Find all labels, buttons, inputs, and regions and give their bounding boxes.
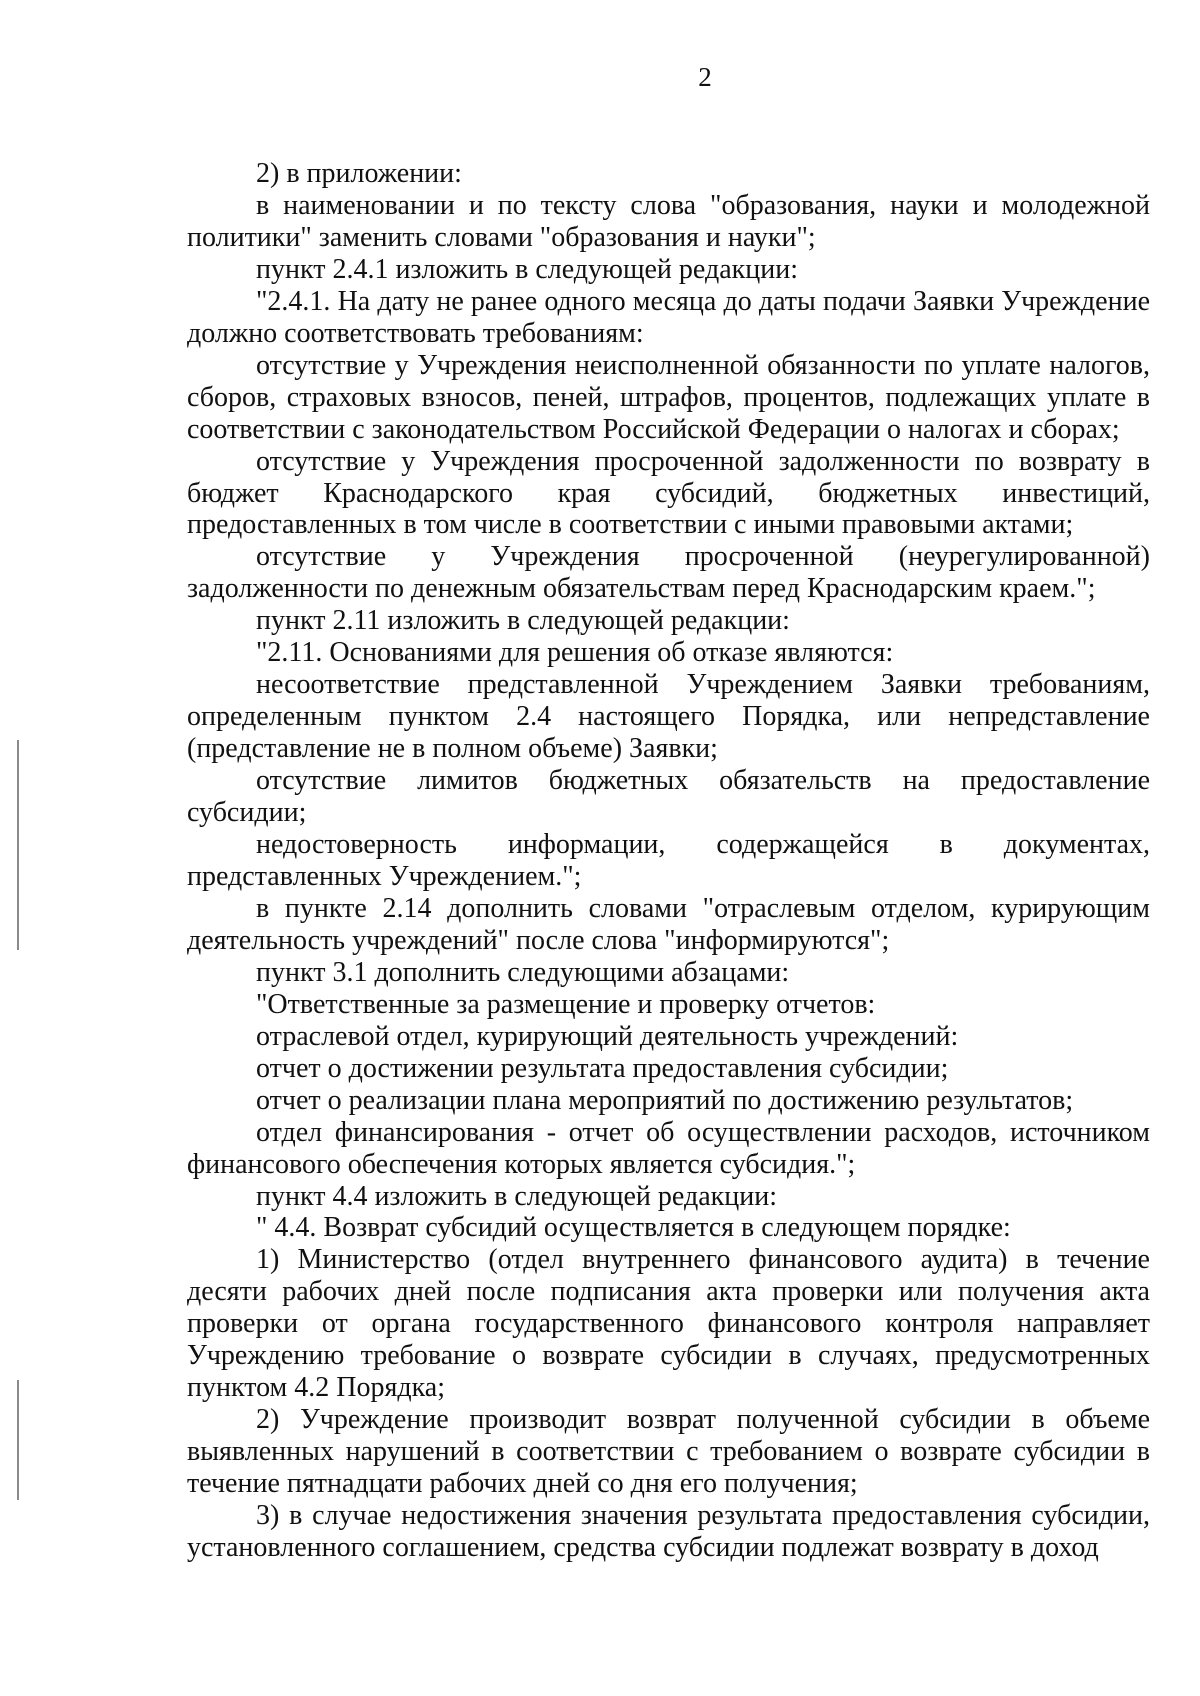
paragraph: отсутствие у Учреждения просроченной задолженности по возврату в бюджет Краснодарского края субсидий, бюджетных инвестиций, предоставленных в том числе в соответствии с иными правовыми актами; [187, 445, 1150, 541]
scan-margin-line [17, 740, 19, 950]
document-body [187, 158, 1150, 1564]
paragraph: пункт 2.11 изложить в следующей редакции: [256, 605, 790, 637]
paragraph: отдел финансирования - отчет об осуществлении расходов, источником финансового обеспечения которых является субсидия."; [187, 1116, 1150, 1180]
scan-margin-line [17, 1380, 19, 1500]
paragraph: в наименовании и по тексту слова "образования, науки и молодежной политики" заменить словами "образования и науки"; [187, 189, 1150, 253]
paragraph: 1) Министерство (отдел внутреннего финансового аудита) в течение десяти рабочих дней после подписания акта проверки или получения акта проверки от органа государственного финансового контроля направляет Учреждению требование о возврате субсидии в случаях, предусмотренных пунктом 4.2 Порядка; [187, 1244, 1150, 1404]
paragraph: в пункте 2.14 дополнить словами "отраслевым отделом, курирующим деятельность учреждений" после слова "информируются"; [187, 892, 1150, 956]
paragraph: отчет о реализации плана мероприятий по достижению результатов; [256, 1084, 1074, 1116]
page-number: 2 [698, 62, 712, 92]
paragraph: 2) в приложении: [256, 158, 462, 189]
paragraph: пункт 4.4 изложить в следующей редакции: [256, 1180, 777, 1212]
paragraph: "Ответственные за размещение и проверку отчетов: [256, 988, 876, 1020]
paragraph: отсутствие у Учреждения неисполненной обязанности по уплате налогов, сборов, страховых взносов, пеней, штрафов, процентов, подлежащих уплате в соответствии с законодательством Российской Федерации о налогах и сборах; [187, 349, 1150, 445]
paragraph: "2.4.1. На дату не ранее одного месяца до даты подачи Заявки Учреждение должно соответствовать требованиям: [187, 285, 1150, 349]
paragraph: отраслевой отдел, курирующий деятельность учреждений: [256, 1020, 959, 1052]
paragraph: " 4.4. Возврат субсидий осуществляется в следующем порядке: [256, 1212, 1011, 1244]
paragraph: недостоверность информации, содержащейся в документах, представленных Учреждением."; [187, 829, 1150, 892]
paragraph: 2) Учреждение производит возврат полученной субсидии в объеме выявленных нарушений в соответствии с требованием о возврате субсидии в течение пятнадцати рабочих дней со дня его получения; [187, 1404, 1150, 1500]
paragraph: пункт 3.1 дополнить следующими абзацами: [256, 956, 790, 988]
paragraph: пункт 2.4.1 изложить в следующей редакции: [256, 253, 798, 285]
paragraph: отсутствие у Учреждения просроченной (неурегулированной) задолженности по денежным обязательствам перед Краснодарским краем."; [187, 541, 1150, 605]
paragraph: отчет о достижении результата предоставления субсидии; [256, 1052, 949, 1084]
paragraph: отсутствие лимитов бюджетных обязательств на предоставление субсидии; [187, 765, 1150, 829]
paragraph: "2.11. Основаниями для решения об отказе являются: [256, 637, 894, 669]
paragraph: несоответствие представленной Учреждением Заявки требованиям, определенным пунктом 2.4 настоящего Порядка, или непредставление (представление не в полном объеме) Заявки; [187, 669, 1150, 765]
paragraph: 3) в случае недостижения значения результата предоставления субсидии, установленного соглашением, средства субсидии подлежат возврату в доход [187, 1500, 1150, 1563]
